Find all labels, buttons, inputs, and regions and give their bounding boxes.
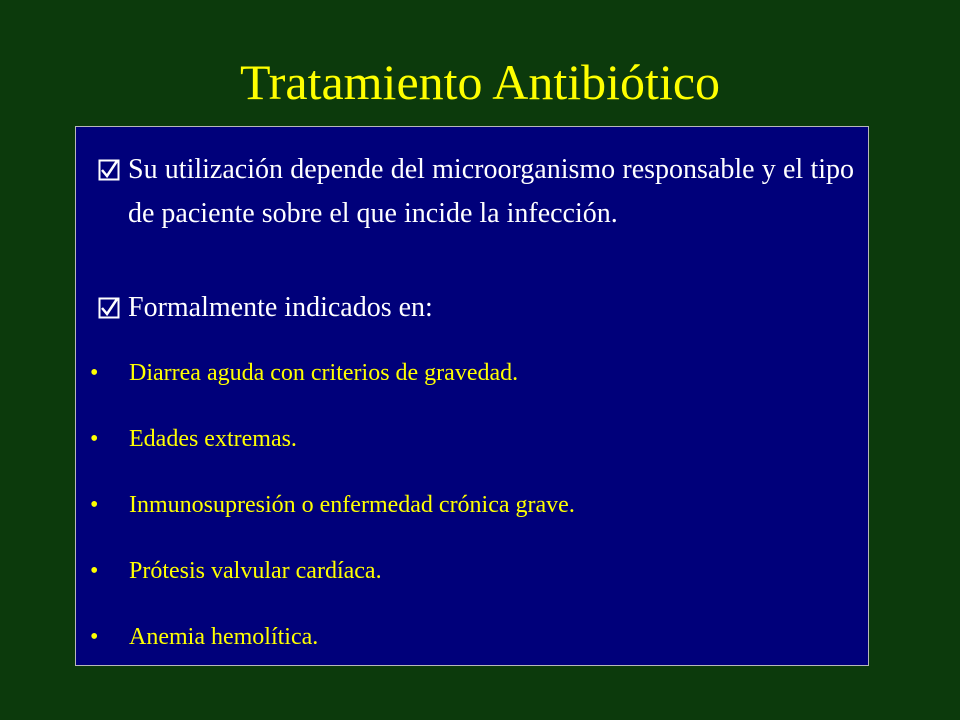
bullet-icon: • [90, 360, 99, 386]
list-item-text: Prótesis valvular cardíaca. [129, 558, 382, 584]
content-panel [75, 126, 869, 666]
list-item [76, 551, 870, 617]
checklist-item-text: Formalmente indicados en: [128, 292, 433, 323]
list-item-text: Diarrea aguda con criterios de gravedad. [129, 360, 519, 386]
indications-list [76, 353, 870, 683]
list-item [76, 419, 870, 485]
checklist-item [98, 286, 854, 330]
list-item [76, 353, 870, 419]
checklist-item [98, 148, 854, 236]
list-item-text: Anemia hemolítica. [129, 624, 319, 650]
list-item-text: Inmunosupresión o enfermedad crónica grave. [129, 492, 575, 518]
bullet-icon: • [90, 624, 99, 650]
checked-box-icon [98, 159, 120, 181]
slide-title: Tratamiento Antibiótico [239, 54, 721, 110]
list-item-text: Edades extremas. [129, 426, 297, 452]
checklist-item-text: Su utilización depende del microorganismo responsable y el tipo de paciente sobre el que incide la infección. [128, 154, 854, 229]
bullet-icon: • [90, 558, 99, 584]
list-item [76, 485, 870, 551]
list-item [76, 617, 870, 683]
checked-box-icon [98, 297, 120, 319]
bullet-icon: • [90, 492, 99, 518]
bullet-icon: • [90, 426, 99, 452]
